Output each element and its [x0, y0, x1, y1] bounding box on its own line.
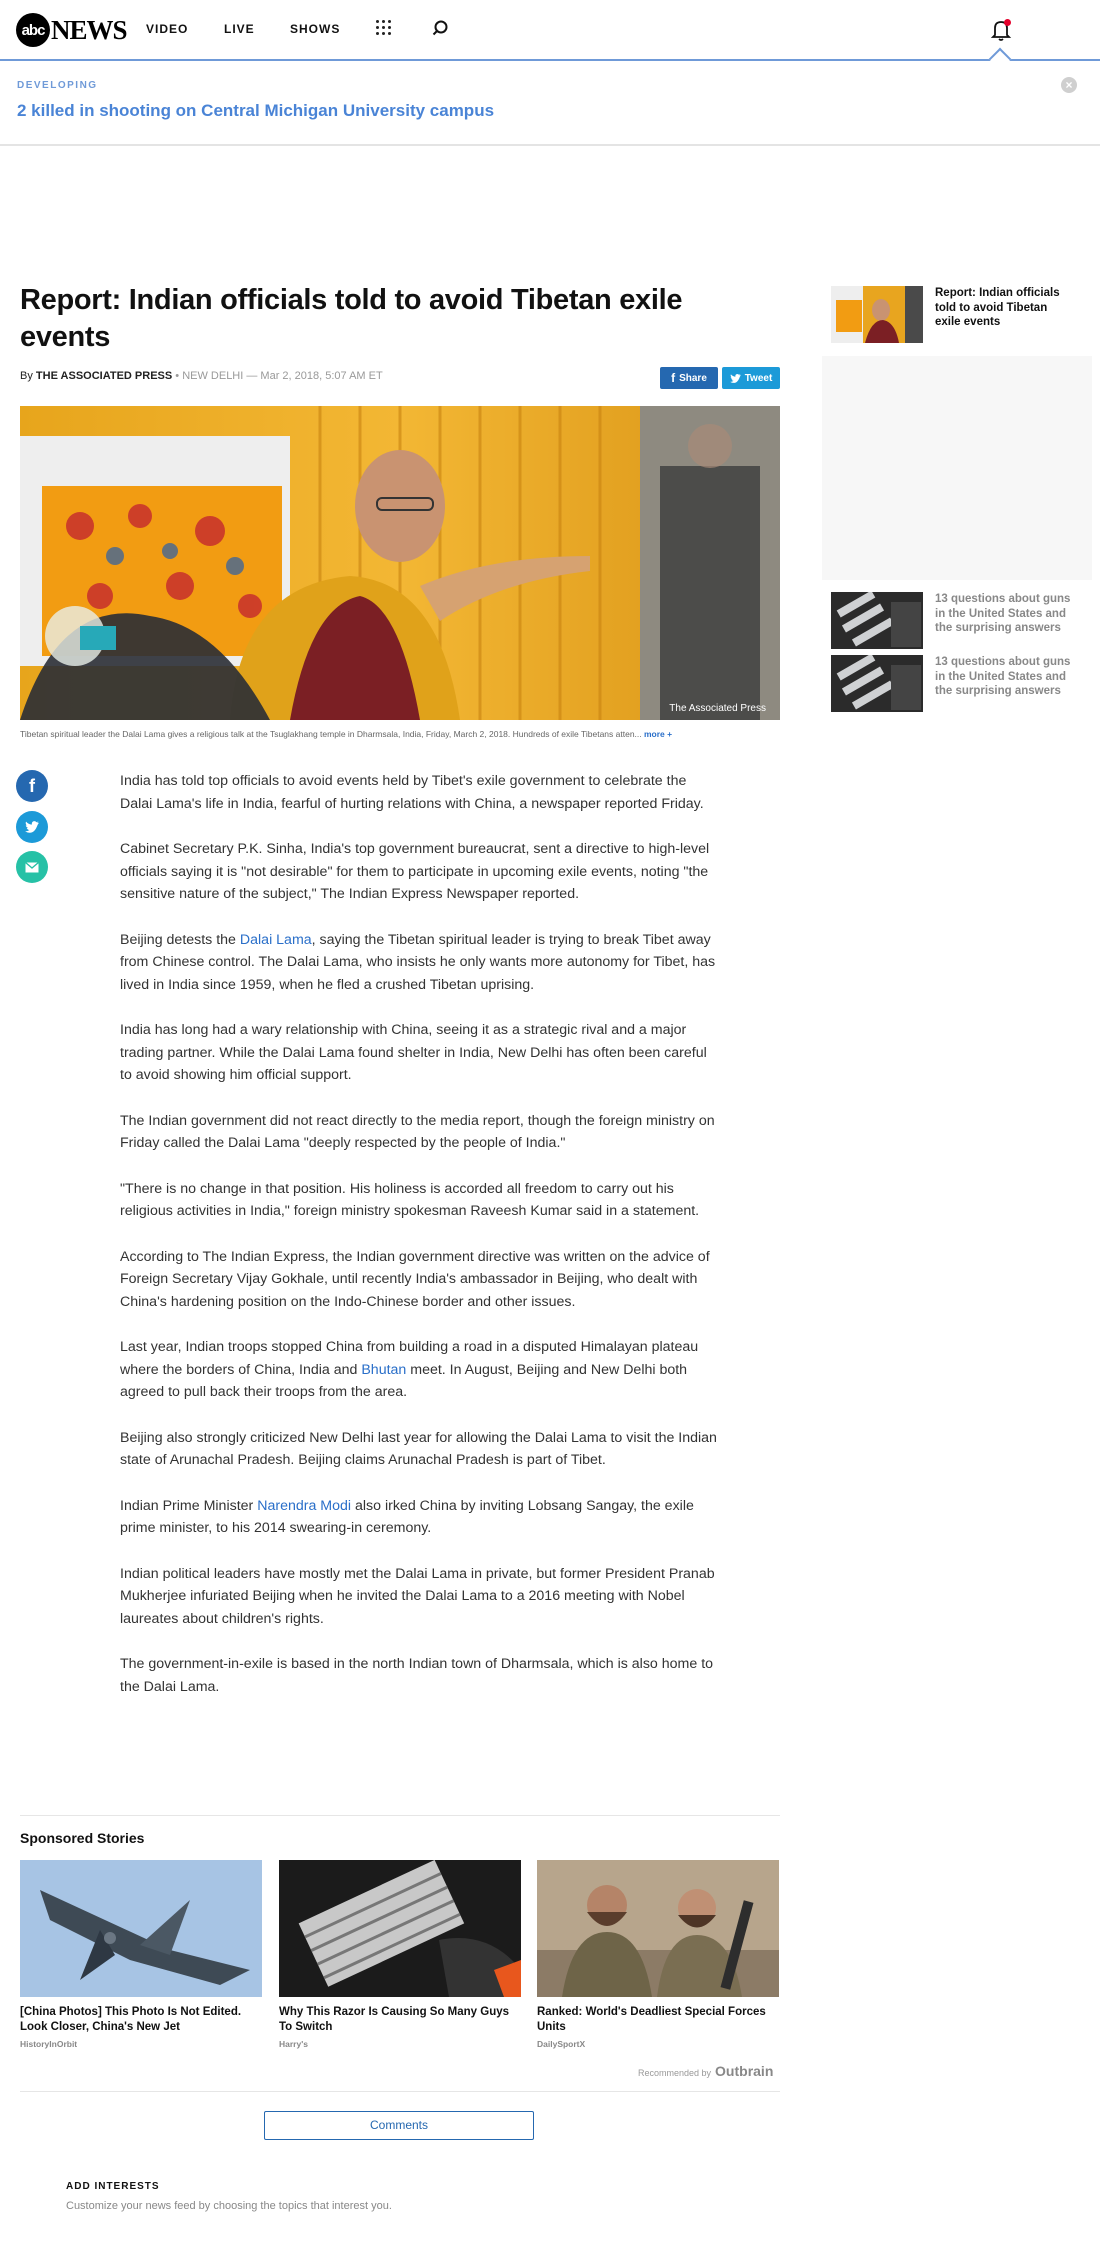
close-icon[interactable]: × [1061, 77, 1077, 93]
photo-caption [20, 729, 780, 739]
advertisement-slot [822, 356, 1092, 580]
facebook-share-icon[interactable]: f [16, 770, 48, 802]
recommended-by[interactable] [638, 2063, 773, 2079]
comments-button[interactable]: Comments [264, 2111, 534, 2140]
sponsored-card[interactable] [279, 1860, 521, 2049]
add-interests-subtitle: Customize your news feed by choosing the topics that interest you. [66, 2200, 392, 2212]
byline-author[interactable]: THE ASSOCIATED PRESS [35, 370, 173, 382]
share-facebook-button[interactable] [660, 367, 718, 389]
news-wordmark: NEWS [51, 14, 127, 45]
sponsored-source: Harry's [279, 2039, 308, 2049]
sponsored-source: HistoryInOrbit [20, 2039, 78, 2049]
paragraph: Beijing detests the Dalai Lama, saying the Tibetan spiritual leader is trying to break Tibet away from Chinese control. The Dalai Lama, who insists he only wants more autonomy for Tibet, has lived in India since 1959, when he fled a crushed Tibetan uprising. [120, 931, 716, 993]
nav-shows[interactable]: SHOWS [290, 22, 341, 36]
photo-credit: The Associated Press [669, 703, 766, 714]
developing-headline-link[interactable]: 2 killed in shooting on Central Michigan University campus [17, 101, 495, 120]
top-navigation [0, 0, 1100, 61]
rail-story-title[interactable]: 13 questions about guns in the United States and the surprising answers [935, 593, 1071, 634]
nav-video[interactable]: VIDEO [146, 22, 189, 36]
sponsored-card[interactable] [537, 1860, 779, 2049]
rail-story-title[interactable]: 13 questions about guns in the United States and the surprising answers [935, 656, 1071, 697]
divider [20, 2091, 780, 2092]
paragraph: "There is no change in that position. His holiness is accorded all freedom to carry out his religious activities in India," foreign ministry spokesman Raveesh Kumar said in a statement. [120, 1180, 700, 1219]
caption-more-link[interactable]: more + [644, 729, 673, 739]
add-interests-title: ADD INTERESTS [66, 2181, 160, 2192]
tweet-button[interactable] [722, 367, 780, 389]
sponsored-stories-title: Sponsored Stories [20, 1830, 145, 1846]
rail-story[interactable] [831, 286, 1075, 343]
hero-photo-illustration [20, 406, 780, 720]
paragraph: Cabinet Secretary P.K. Sinha, India's top government bureaucrat, sent a directive to high-level officials saying it is "not desirable" for them to participate in upcoming exile events, noting "the sensitive nature of the subject," The Indian Express Newspaper reported. [120, 841, 710, 902]
paragraph: Last year, Indian troops stopped China from building a road in a disputed Himalayan plateau where the borders of China, India and Bhutan meet. In August, Beijing and New Delhi both agreed to pull back their troops from the area. [120, 1339, 699, 1400]
sponsored-image-razor [279, 1860, 521, 1997]
nav-live[interactable]: LIVE [224, 22, 255, 36]
sponsored-headline[interactable]: Why This Razor Is Causing So Many Guys To Switch [279, 2006, 510, 2033]
abc-logo-disc: abc [16, 13, 50, 47]
rail-thumbnail [831, 286, 923, 343]
email-share-icon[interactable] [16, 851, 48, 883]
paragraph: Beijing also strongly criticized New Delhi last year for allowing the Dalai Lama to visit the Indian state of Arunachal Pradesh. Beijing claims Arunachal Pradesh is part of Tibet. [120, 1429, 717, 1468]
twitter-share-icon[interactable] [16, 811, 48, 843]
developing-banner [0, 63, 1100, 146]
paragraph: According to The Indian Express, the Indian government directive was written on the advice of Foreign Secretary Vijay Gokhale, until recently India's ambassador in Beijing, who dealt with China's hardening position on the Indo-Chinese border and other issues. [120, 1248, 710, 1310]
paragraph: Indian Prime Minister Narendra Modi also irked China by inviting Lobsang Sangay, the exile prime minister, to his 2014 swearing-in ceremony. [120, 1497, 694, 1536]
search-icon[interactable] [432, 19, 452, 39]
paragraph: The government-in-exile is based in the north Indian town of Dharmsala, which is also home to the Dalai Lama. [120, 1656, 714, 1695]
paragraph: India has long had a wary relationship with China, seeing it as a strategic rival and a major trading partner. While the Dalai Lama found shelter in India, New Delhi has often been careful to avoid showing him official support. [120, 1022, 707, 1083]
paragraph: Indian political leaders have mostly met the Dalai Lama in private, but former President Pranab Mukherjee infuriated Beijing when he invited the Dalai Lama to a 2016 meeting with Nobel laureates about children's rights. [120, 1565, 715, 1627]
sponsored-card[interactable] [20, 1860, 262, 2049]
facebook-icon: f [671, 371, 676, 385]
sponsored-headline[interactable]: [China Photos] This Photo Is Not Edited. Look Closer, China's New Jet [20, 2006, 242, 2033]
rail-thumbnail [831, 592, 923, 649]
paragraph: The Indian government did not react directly to the media report, though the foreign ministry on Friday called the Dalai Lama "deeply respected by the people of India." [120, 1112, 715, 1151]
byline-dateline: NEW DELHI — Mar 2, 2018, 5:07 AM ET [182, 370, 383, 382]
sponsored-source: DailySportX [537, 2039, 586, 2049]
notification-dot [1004, 19, 1011, 26]
link-narendra-modi[interactable]: Narendra Modi [257, 1497, 352, 1514]
paragraph: India has told top officials to avoid events held by Tibet's exile government to celebrate the Dalai Lama's life in India, fearful of hurting relations with China, a newspaper reported Friday. [120, 773, 704, 812]
article-headline: Report: Indian officials told to avoid Tibetan exile events [20, 284, 683, 353]
link-dalai-lama[interactable]: Dalai Lama [239, 931, 312, 948]
sponsored-image-soldiers [537, 1860, 779, 1997]
link-bhutan[interactable]: Bhutan [361, 1361, 407, 1378]
abc-news-logo[interactable] [16, 13, 127, 47]
recommended-by-label: Recommended by [638, 2068, 712, 2078]
rail-story-title[interactable]: Report: Indian officials told to avoid Tibetan exile events [935, 287, 1060, 328]
rail-thumbnail [831, 655, 923, 712]
rail-story[interactable] [831, 655, 1075, 712]
share-label: Share [679, 372, 707, 384]
sponsored-image-jet [20, 1860, 262, 1997]
developing-label: DEVELOPING [17, 80, 98, 91]
byline-prefix: By [20, 370, 33, 382]
divider [20, 1815, 780, 1816]
hero-photo[interactable] [20, 406, 780, 720]
grid-menu-icon[interactable] [376, 20, 392, 36]
article-body [120, 770, 720, 1721]
outbrain-logo: Outbrain [715, 2063, 774, 2079]
caption-text: Tibetan spiritual leader the Dalai Lama gives a religious talk at the Tsuglakhang temple in Dharmsala, India, Friday, March 2, 2018. Hundreds of exile Tibetans atten... [20, 729, 642, 739]
sponsored-headline[interactable]: Ranked: World's Deadliest Special Forces Units [537, 2006, 766, 2033]
rail-story[interactable] [831, 592, 1075, 649]
tweet-label: Tweet [744, 372, 773, 384]
byline-separator: • [175, 370, 180, 382]
byline [20, 370, 383, 382]
twitter-icon [730, 374, 741, 383]
